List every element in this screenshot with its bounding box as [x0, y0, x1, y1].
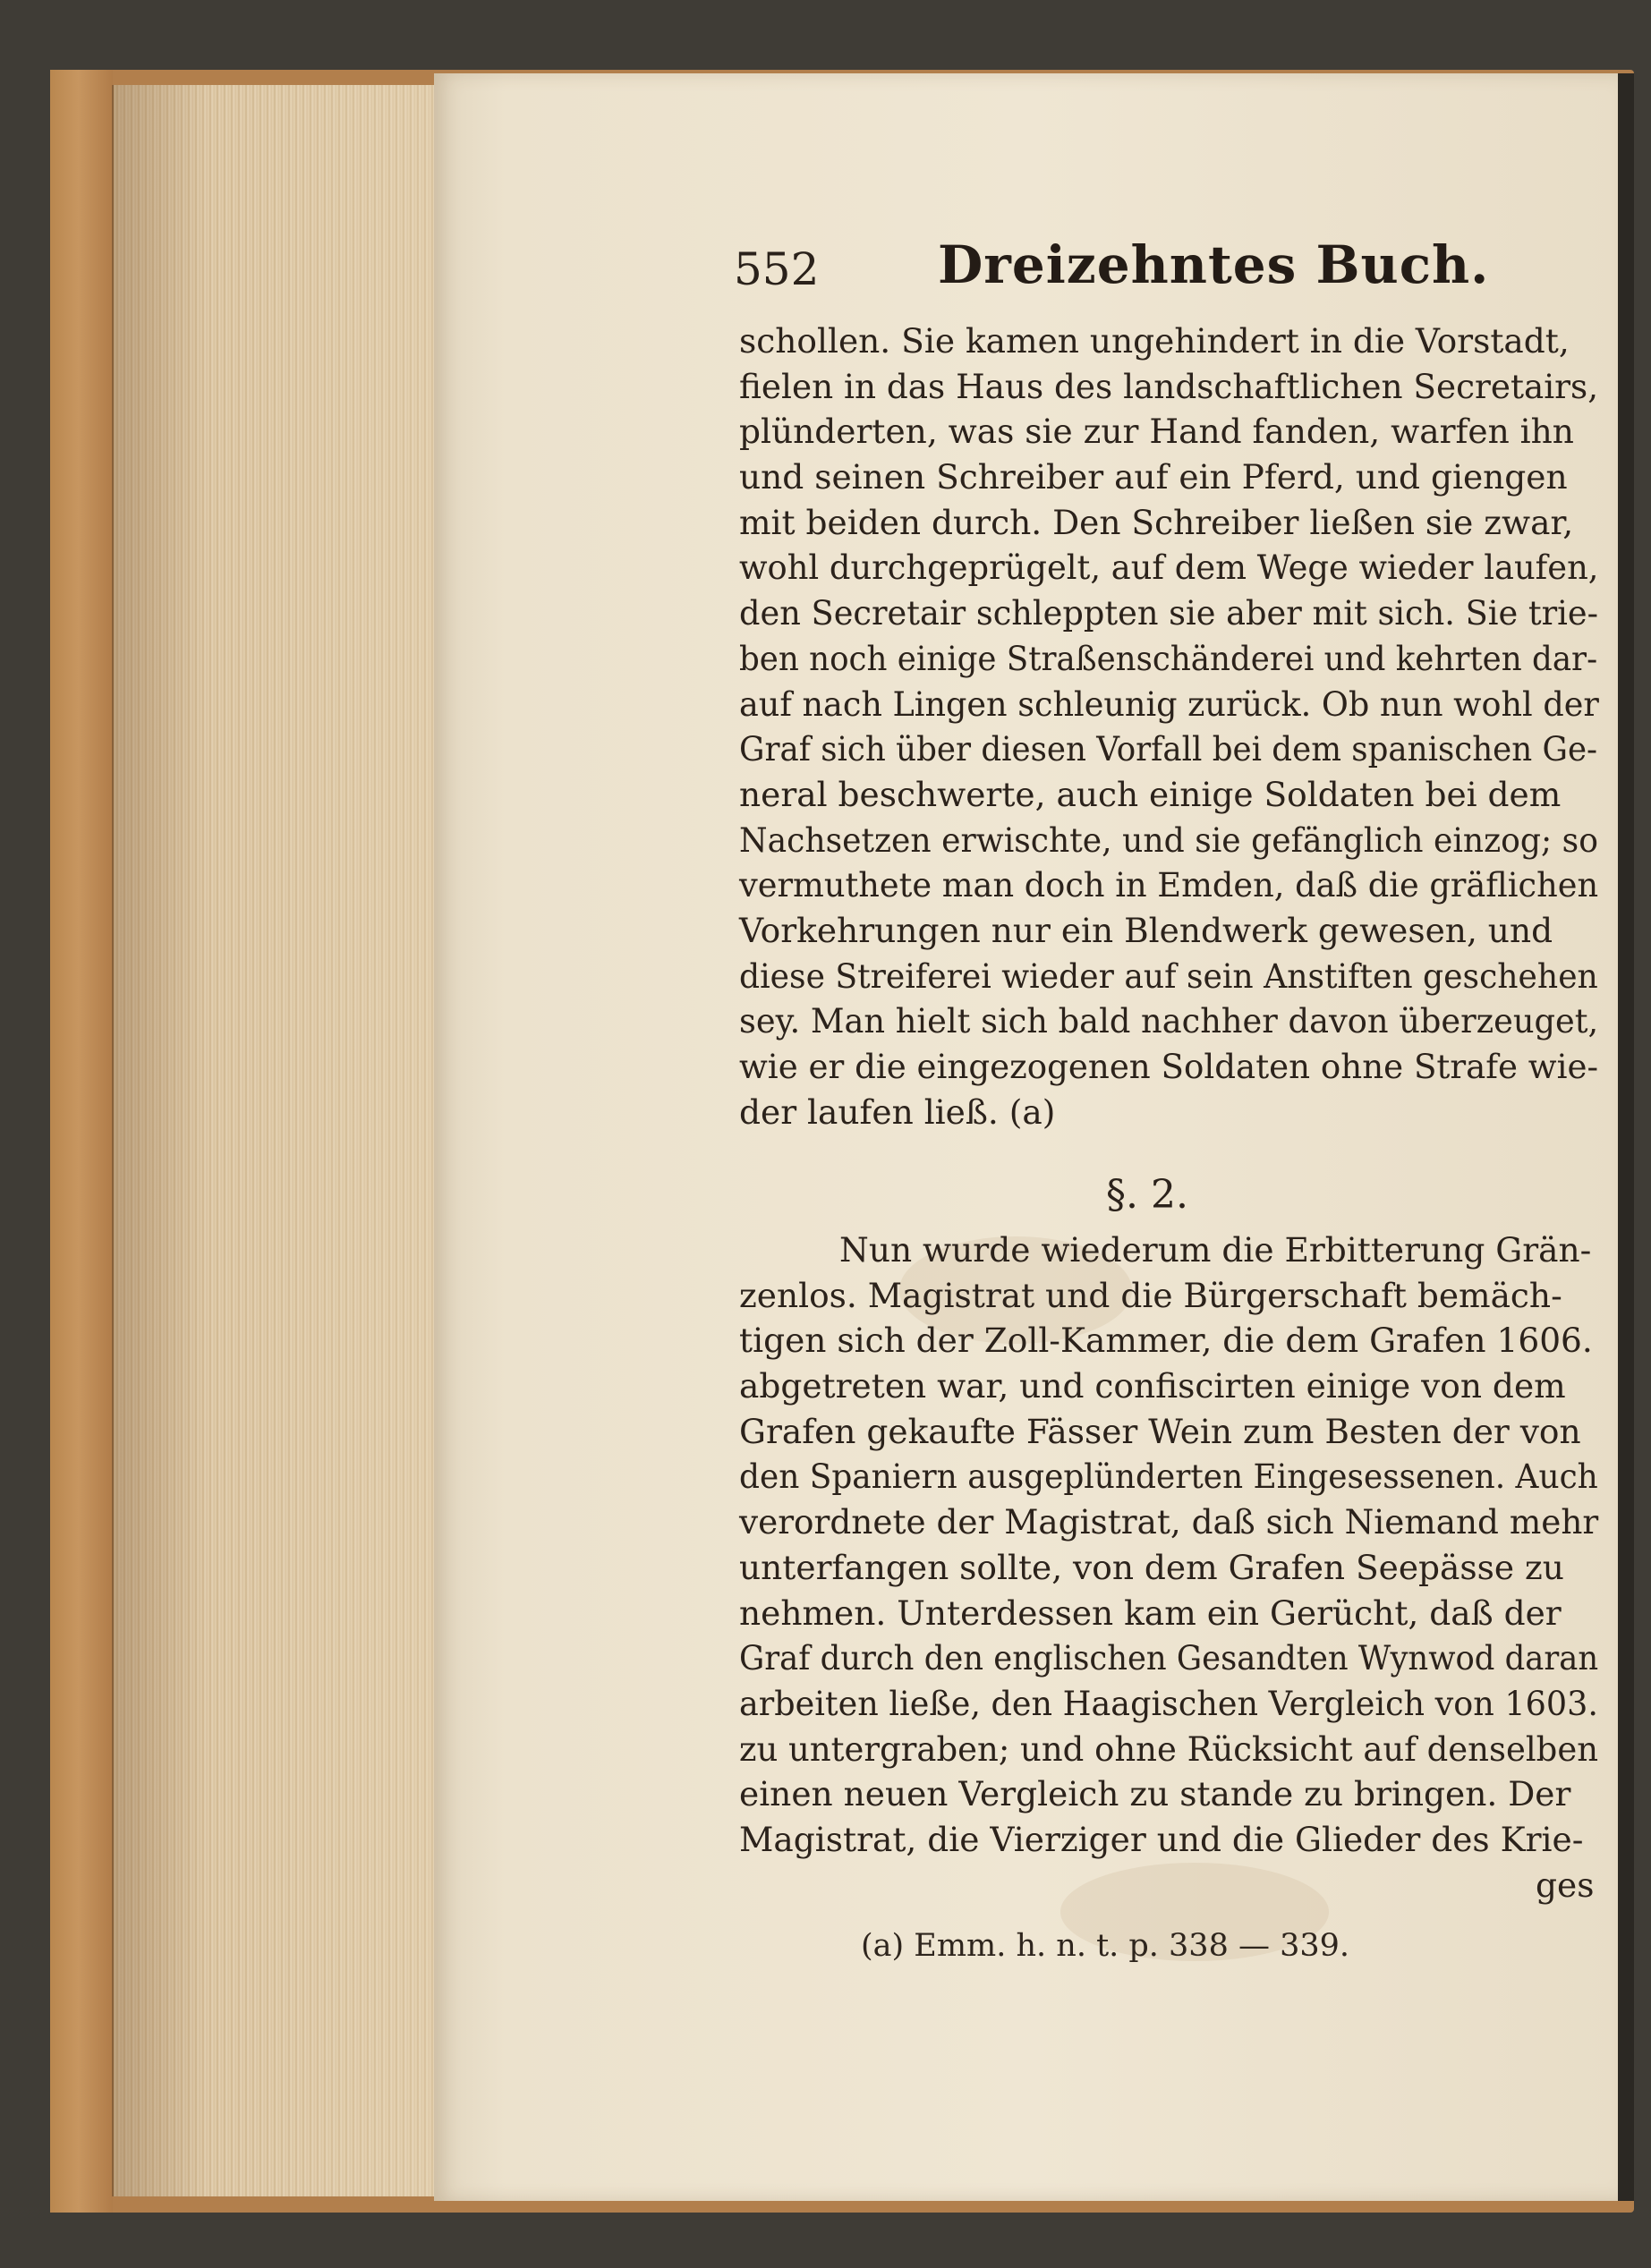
text-line: ben noch einige Straßenschänderei und kehrten dar- [739, 638, 1598, 678]
text-line: wie er die eingezogenen Soldaten ohne Strafe wie- [739, 1047, 1599, 1086]
text-line: Graf durch den englischen Gesandten Wynwod daran [739, 1638, 1599, 1678]
text-line: und seinen Schreiber auf ein Pferd, und giengen [739, 457, 1568, 497]
page-number: 552 [734, 243, 820, 295]
text-line: zenlos. Magistrat und die Bürgerschaft bemäch- [739, 1275, 1562, 1315]
paragraph-1 [739, 319, 1599, 1134]
text-line: der laufen ließ. (a) [739, 1092, 1056, 1132]
text-line: diese Streiferei wieder auf sein Anstiften geschehen [739, 956, 1598, 996]
text-line: schollen. Sie kamen ungehindert in die Vorstadt, [739, 321, 1570, 361]
text-line: plünderten, was sie zur Hand fanden, warfen ihn [739, 412, 1574, 452]
text-line: mit beiden durch. Den Schreiber ließen sie zwar, [739, 502, 1574, 542]
text-line: fielen in das Haus des landschaftlichen Secretairs, [739, 366, 1599, 406]
text-line: auf nach Lingen schleunig zurück. Ob nun wohl der [739, 684, 1599, 724]
text-line: neral beschwerte, auch einige Soldaten bei dem [739, 774, 1562, 814]
text-line: den Secretair schleppten sie aber mit sich. Sie trie- [739, 593, 1599, 633]
paragraph-2 [739, 1227, 1599, 1907]
text-line: arbeiten ließe, den Haagischen Vergleich von 1603. [739, 1683, 1598, 1723]
text-line: Nachsetzen erwischte, und sie gefänglich einzog; so [739, 820, 1598, 860]
section-heading: §. 2. [1106, 1172, 1188, 1218]
text-line: vermuthete man doch in Emden, daß die gräflichen [739, 865, 1599, 905]
text-line: einen neuen Vergleich zu stande zu bringen. Der [739, 1774, 1571, 1814]
text-line: unterfangen sollte, von dem Grafen Seepässe zu [739, 1547, 1564, 1587]
page-header [734, 234, 1557, 306]
text-line: tigen sich der Zoll-Kammer, die dem Grafen 1606. [739, 1321, 1593, 1361]
background-strip [1618, 73, 1634, 2201]
page-edges-shading [112, 85, 434, 2196]
text-line: Nun wurde wiederum die Erbitterung Grän- [839, 1230, 1592, 1270]
text-line: nehmen. Unterdessen kam ein Gerücht, daß der [739, 1593, 1562, 1633]
cover-edge [50, 70, 113, 2213]
text-line: Graf sich über diesen Vorfall bei dem spanischen Ge- [739, 729, 1598, 769]
text-line: verordnete der Magistrat, daß sich Niemand mehr [739, 1502, 1599, 1542]
text-line: zu untergraben; und ohne Rücksicht auf denselben [739, 1729, 1599, 1769]
footnote: (a) Emm. h. n. t. p. 338 — 339. [861, 1928, 1350, 1964]
text-line: Grafen gekaufte Fässer Wein zum Besten der von [739, 1411, 1581, 1451]
catchword: ges [1536, 1865, 1595, 1905]
text-line: sey. Man hielt sich bald nachher davon überzeuget, [739, 1001, 1599, 1041]
text-line: Vorkehrungen nur ein Blendwerk gewesen, und [739, 910, 1553, 950]
text-line: den Spaniern ausgeplünderten Eingesessenen. Auch [739, 1457, 1598, 1497]
text-line: wohl durchgeprügelt, auf dem Wege wieder laufen, [739, 548, 1599, 588]
text-line: Magistrat, die Vierziger und die Glieder des Krie- [739, 1819, 1584, 1859]
text-line: abgetreten war, und confiscirten einige von dem [739, 1366, 1566, 1406]
running-title: Dreizehntes Buch. [938, 234, 1490, 295]
